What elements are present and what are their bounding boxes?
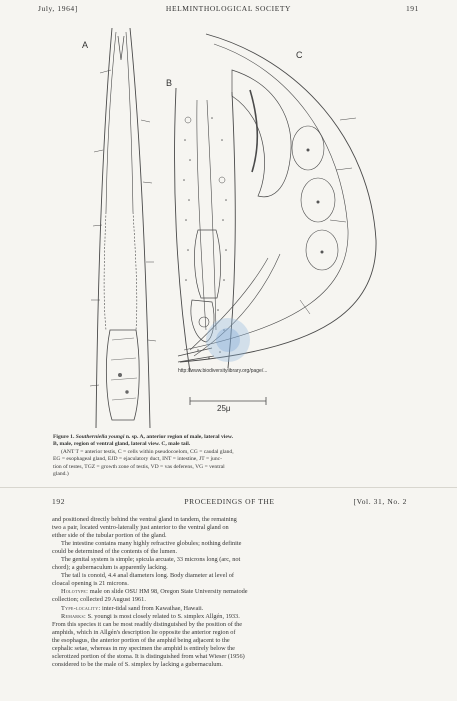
panel-label-c: C xyxy=(296,50,303,60)
caption-abbrev-1: (ANT T = anterior testis, C = cells within pseudocoelom, CG = caudal gland, xyxy=(61,448,234,455)
caption-abbrev-4: gland.) xyxy=(53,471,69,478)
running-header-192 xyxy=(52,497,407,509)
panel-a-drawing xyxy=(90,28,156,428)
remarks-paragraph xyxy=(52,613,412,621)
body-line: collection; collected 29 August 1961. xyxy=(52,596,146,604)
body-line: From this species it can be most readily distinguished by the position of the xyxy=(52,620,243,628)
panel-label-b: B xyxy=(166,78,173,88)
body-line: two a pair, located ventro-laterally just anterior to the ventral gland on xyxy=(52,524,229,532)
type-locality-text: inter-tidal sand from Kawaihae, Hawaii. xyxy=(102,604,204,612)
body-line: and positioned directly behind the ventral gland in tandem, the remaining xyxy=(52,516,237,523)
body-line: amphids, which in Allgén's description lie opposite the anterior region of xyxy=(52,628,236,636)
holotype-label: Holotype: xyxy=(61,588,89,596)
panel-c-drawing xyxy=(178,34,376,362)
body-line: either side of the tubular portion of the gland. xyxy=(52,532,167,540)
body-line: the esophagus, the anterior portion of the amphid being adjacent to the xyxy=(52,636,230,644)
header-journal: HELMINTHOLOGICAL SOCIETY xyxy=(165,4,292,13)
watermark-url: http://www.biodiversitylibrary.org/page/... xyxy=(178,368,268,374)
body-line: could be determined of the contents of the lumen. xyxy=(52,548,178,556)
page-number-192: 192 xyxy=(52,497,66,506)
body-line: chord); a gubernaculum is apparently lacking. xyxy=(52,564,168,572)
caption-title xyxy=(53,434,408,441)
header-journal-192: PROCEEDINGS OF THE xyxy=(184,497,275,506)
body-line: considered to be the male of S. simplex by lacking a gubernaculum. xyxy=(52,660,223,668)
caption-species: Southerniella youngi xyxy=(75,434,125,440)
remarks-text: S. youngi is most closely related to S. simplex Allgén, 1933. xyxy=(87,612,240,620)
body-line: cloacal opening is 21 microns. xyxy=(52,580,129,588)
body-line: The genital system is simple; spicula arcuate, 33 microns long (arc, not xyxy=(61,556,241,564)
page-192 xyxy=(0,487,457,701)
panel-label-a: A xyxy=(82,40,89,50)
header-volume: [Vol. 31, No. 2 xyxy=(353,497,407,506)
caption-line1: n. sp. A, anterior region of male, lateral view. xyxy=(125,434,233,440)
holotype-text: male on slide OSU HM 98, Oregon State University nematode xyxy=(89,588,248,596)
page-number: 191 xyxy=(405,4,419,13)
scale-bar-label: 25μ xyxy=(217,404,231,413)
caption-line2: B, male, region of ventral gland, lateral view. C, male tail. xyxy=(53,441,191,448)
caption-abbrev-3: tion of testes, TGZ = growth zone of testis, VD = vas deferens, VG = ventral xyxy=(53,463,225,470)
caption-figure-number: Figure 1. xyxy=(53,434,75,440)
type-locality-paragraph xyxy=(52,605,412,613)
type-locality-label: Type-locality: xyxy=(61,604,101,612)
body-line: The tail is conoid, 4.4 anal diameters long. Body diameter at level of xyxy=(61,572,234,580)
header-date: July, 1964] xyxy=(38,4,78,13)
remarks-label: Remarks: xyxy=(61,612,87,620)
body-line: cephalic setae, whereas in my specimen the amphid is entirely below the xyxy=(52,644,235,652)
body-text xyxy=(52,516,412,669)
caption-abbrev-2: EG = esophageal gland, EJD = ejaculatory duct, INT = intestine, JT = junc- xyxy=(53,456,222,463)
figure-caption xyxy=(53,434,408,478)
body-line: The intestine contains many highly refractive globules; nothing definite xyxy=(61,540,242,548)
holotype-paragraph xyxy=(52,588,412,596)
body-line: sclerotized portion of the stoma. It is distinguished from what Wieser (1956) xyxy=(52,652,245,660)
